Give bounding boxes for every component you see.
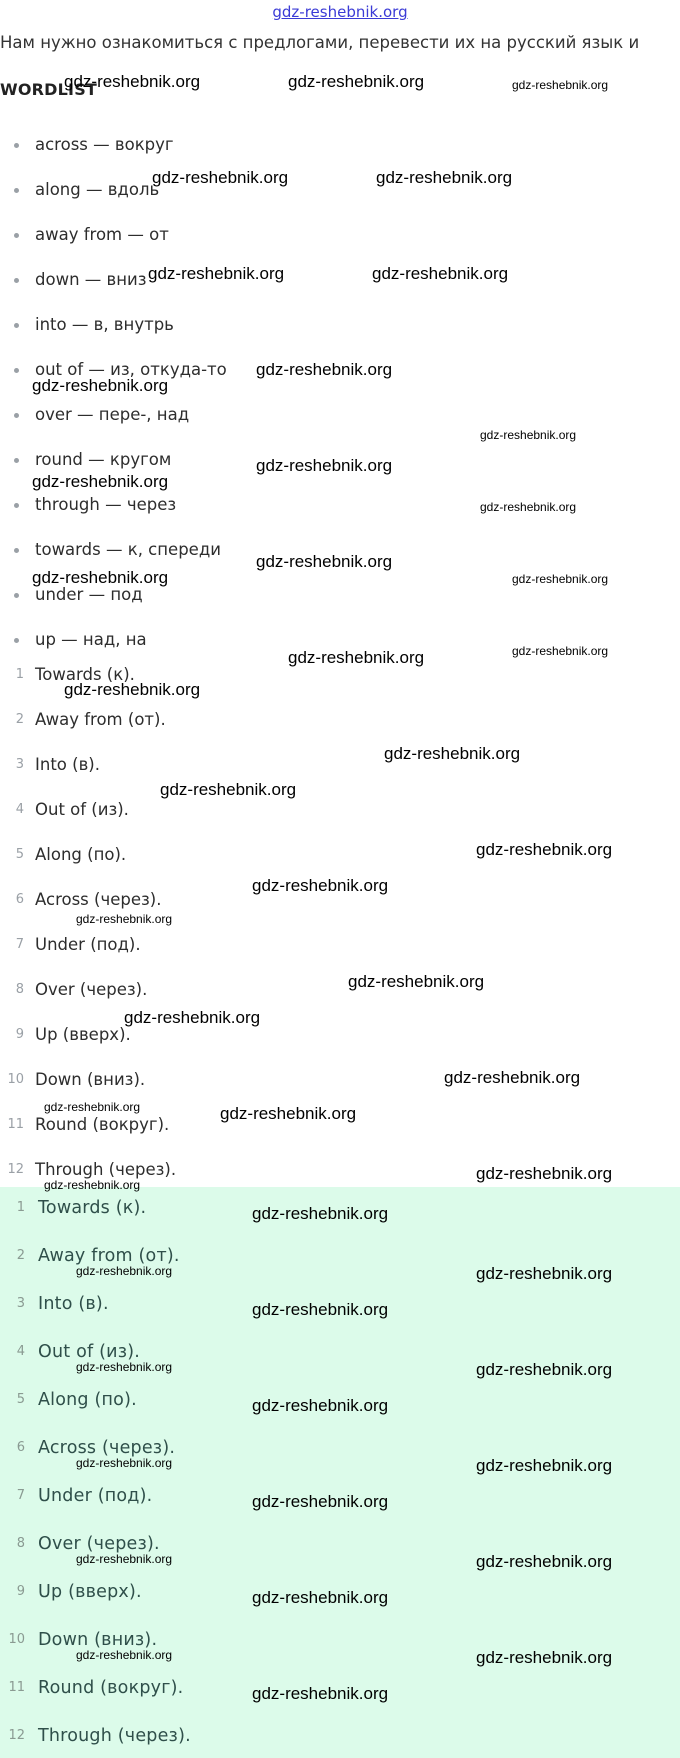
highlighted-answer-number: 10: [8, 1632, 25, 1647]
intro-text: Нам нужно ознакомиться с предлогами, перевести их на русский язык и: [0, 33, 640, 52]
bullet-icon: [14, 278, 19, 283]
highlighted-answer-number: 2: [16, 1248, 25, 1263]
watermark: gdz-reshebnik.org: [76, 1648, 173, 1662]
watermark: gdz-reshebnik.org: [152, 168, 289, 187]
wordlist-item-text: up — над, на: [35, 630, 147, 649]
highlighted-answer-text: Into (в).: [38, 1294, 109, 1314]
answer-number: 6: [15, 892, 24, 907]
wordlist-item-text: across — вокруг: [35, 135, 174, 154]
answer-text: Under (под).: [35, 935, 141, 954]
watermark: gdz-reshebnik.org: [252, 1204, 389, 1223]
watermark: gdz-reshebnik.org: [148, 264, 285, 283]
watermark: gdz-reshebnik.org: [252, 1588, 389, 1607]
answer-number: 12: [7, 1162, 24, 1177]
watermark: gdz-reshebnik.org: [476, 1164, 613, 1183]
watermark: gdz-reshebnik.org: [476, 1552, 613, 1571]
highlighted-answer-number: 8: [16, 1536, 25, 1551]
watermark: gdz-reshebnik.org: [512, 78, 609, 92]
bullet-icon: [14, 323, 19, 328]
watermark: gdz-reshebnik.org: [480, 500, 577, 514]
watermark: gdz-reshebnik.org: [256, 360, 393, 379]
watermark: gdz-reshebnik.org: [256, 456, 393, 475]
watermark: gdz-reshebnik.org: [476, 840, 613, 859]
answer-number: 7: [15, 937, 24, 952]
highlighted-answer-text: Round (вокруг).: [38, 1678, 184, 1698]
watermark: gdz-reshebnik.org: [124, 1008, 261, 1027]
watermark: gdz-reshebnik.org: [288, 72, 425, 91]
answer-text: Round (вокруг).: [35, 1115, 170, 1134]
watermark: gdz-reshebnik.org: [444, 1068, 581, 1087]
watermark: gdz-reshebnik.org: [480, 428, 577, 442]
bullet-icon: [14, 413, 19, 418]
answer-number: 11: [7, 1117, 24, 1132]
highlighted-answer-text: Up (вверх).: [38, 1582, 142, 1602]
watermark: gdz-reshebnik.org: [220, 1104, 357, 1123]
watermark: gdz-reshebnik.org: [160, 780, 297, 799]
bullet-icon: [14, 233, 19, 238]
answer-text: Across (через).: [35, 890, 162, 909]
highlighted-answer-text: Down (вниз).: [38, 1630, 158, 1650]
answer-number: 3: [15, 757, 24, 772]
watermark: gdz-reshebnik.org: [76, 912, 173, 926]
watermark: gdz-reshebnik.org: [476, 1264, 613, 1283]
bullet-icon: [14, 503, 19, 508]
watermark: gdz-reshebnik.org: [64, 680, 201, 699]
wordlist-item-text: along — вдоль: [35, 180, 160, 199]
watermark: gdz-reshebnik.org: [512, 572, 609, 586]
highlighted-answer-text: Away from (от).: [38, 1246, 180, 1266]
highlighted-answer-text: Over (через).: [38, 1534, 160, 1554]
watermark: gdz-reshebnik.org: [32, 472, 169, 491]
answer-number: 1: [15, 667, 24, 682]
highlighted-answer-number: 11: [8, 1680, 25, 1695]
wordlist-item-text: towards — к, спереди: [35, 540, 221, 559]
highlighted-answer-text: Out of (из).: [38, 1342, 141, 1362]
watermark: gdz-reshebnik.org: [256, 552, 393, 571]
answer-number: 2: [15, 712, 24, 727]
highlighted-answer-number: 1: [16, 1200, 25, 1215]
watermark: gdz-reshebnik.org: [44, 1100, 141, 1114]
watermark: gdz-reshebnik.org: [76, 1456, 173, 1470]
watermark: gdz-reshebnik.org: [252, 1684, 389, 1703]
bullet-icon: [14, 593, 19, 598]
bullet-icon: [14, 638, 19, 643]
highlighted-answer-number: 12: [8, 1728, 25, 1743]
answer-text: Into (в).: [35, 755, 100, 774]
watermark: gdz-reshebnik.org: [476, 1360, 613, 1379]
watermark: gdz-reshebnik.org: [252, 1396, 389, 1415]
highlighted-answer-number: 7: [16, 1488, 25, 1503]
wordlist-item-text: into — в, внутрь: [35, 315, 174, 334]
highlighted-answer-number: 6: [16, 1440, 25, 1455]
answers-highlighted-block: [0, 1187, 680, 1758]
answer-text: Down (вниз).: [35, 1070, 146, 1089]
highlighted-answer-number: 3: [16, 1296, 25, 1311]
answer-text: Towards (к).: [35, 665, 135, 684]
watermark: gdz-reshebnik.org: [476, 1456, 613, 1475]
wordlist-item-text: round — кругом: [35, 450, 172, 469]
watermark: gdz-reshebnik.org: [476, 1648, 613, 1667]
wordlist-item-text: through — через: [35, 495, 177, 514]
highlighted-answer-text: Under (под).: [38, 1486, 153, 1506]
answer-number: 10: [7, 1072, 24, 1087]
wordlist-item-text: away from — от: [35, 225, 169, 244]
watermark: gdz-reshebnik.org: [372, 264, 509, 283]
watermark: gdz-reshebnik.org: [32, 376, 169, 395]
watermark: gdz-reshebnik.org: [76, 1264, 173, 1278]
watermark: gdz-reshebnik.org: [252, 1300, 389, 1319]
answer-text: Along (по).: [35, 845, 127, 864]
bullet-icon: [14, 143, 19, 148]
answer-text: Up (вверх).: [35, 1025, 131, 1044]
watermark: gdz-reshebnik.org: [76, 1360, 173, 1374]
answer-text: Out of (из).: [35, 800, 129, 819]
bullet-icon: [14, 368, 19, 373]
site-link[interactable]: gdz-reshebnik.org: [272, 3, 408, 21]
highlighted-answer-text: Across (через).: [38, 1438, 176, 1458]
bullet-icon: [14, 548, 19, 553]
watermark: gdz-reshebnik.org: [512, 644, 609, 658]
watermark: gdz-reshebnik.org: [288, 648, 425, 667]
answer-number: 5: [15, 847, 24, 862]
watermark: gdz-reshebnik.org: [376, 168, 513, 187]
highlighted-answer-text: Towards (к).: [38, 1198, 147, 1218]
highlighted-answer-number: 5: [16, 1392, 25, 1407]
watermark: gdz-reshebnik.org: [252, 876, 389, 895]
bullet-icon: [14, 458, 19, 463]
wordlist-item-text: down — вниз: [35, 270, 147, 289]
answer-number: 4: [15, 802, 24, 817]
highlighted-answer-text: Through (через).: [38, 1726, 191, 1746]
bullet-icon: [14, 188, 19, 193]
watermark: gdz-reshebnik.org: [252, 1492, 389, 1511]
highlighted-answer-text: Along (по).: [38, 1390, 137, 1410]
watermark: gdz-reshebnik.org: [64, 72, 201, 91]
watermark: gdz-reshebnik.org: [76, 1552, 173, 1566]
wordlist-item-text: over — пере-, над: [35, 405, 190, 424]
highlighted-answer-number: 9: [16, 1584, 25, 1599]
watermark: gdz-reshebnik.org: [348, 972, 485, 991]
answer-text: Away from (от).: [35, 710, 166, 729]
answer-number: 8: [15, 982, 24, 997]
answer-text: Through (через).: [35, 1160, 177, 1179]
wordlist-item-text: out of — из, откуда-то: [35, 360, 227, 379]
answer-number: 9: [15, 1027, 24, 1042]
watermark: gdz-reshebnik.org: [44, 1178, 141, 1192]
wordlist-title: WORDLIST: [0, 80, 98, 99]
watermark: gdz-reshebnik.org: [32, 568, 169, 587]
watermark: gdz-reshebnik.org: [384, 744, 521, 763]
highlighted-answer-number: 4: [16, 1344, 25, 1359]
answer-text: Over (через).: [35, 980, 148, 999]
wordlist-item-text: under — под: [35, 585, 143, 604]
